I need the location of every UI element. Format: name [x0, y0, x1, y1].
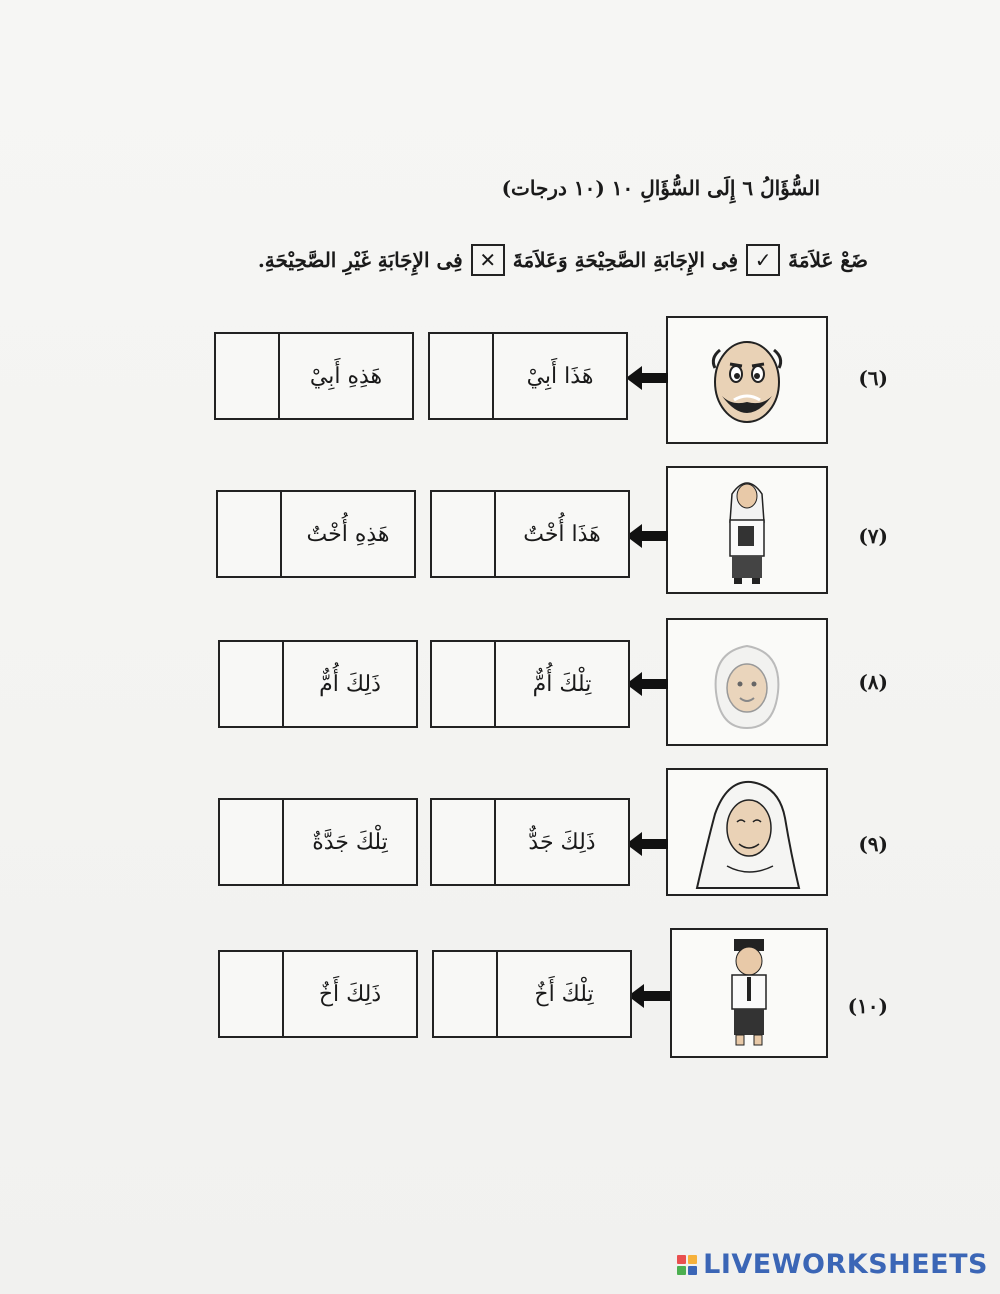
answer-check-cell[interactable]	[220, 800, 284, 884]
arrow-left-icon	[626, 672, 668, 696]
mother-picture	[666, 618, 828, 746]
grandfather-picture	[666, 316, 828, 444]
question-row-8	[0, 618, 1000, 748]
answer-text: ذَلِكَ أَخٌ	[318, 981, 382, 1007]
arrow-left-icon	[628, 984, 670, 1008]
boy-in-uniform-icon	[714, 935, 784, 1051]
answer-option-a[interactable]	[432, 950, 632, 1038]
answer-check-cell[interactable]	[430, 334, 494, 418]
answer-option-b[interactable]	[216, 490, 416, 578]
answer-option-b[interactable]	[218, 950, 418, 1038]
cross-mark-icon: ✕	[471, 244, 505, 276]
answer-text: ذَلِكَ أُمٌّ	[319, 671, 381, 697]
answer-text: تِلْكَ جَدَّةٌ	[312, 829, 388, 855]
grandmother-picture	[666, 768, 828, 896]
check-mark-icon: ✓	[746, 244, 780, 276]
answer-text: تِلْكَ أَخٌ	[534, 981, 594, 1007]
answer-check-cell[interactable]	[220, 952, 284, 1036]
instruction-line	[258, 244, 868, 276]
instruction-part-2: فِى الإِجَابَةِ الصَّحِيْحَةِ وَعَلاَمَةَ	[512, 248, 739, 272]
instruction-part-1: ضَعْ عَلاَمَةَ	[788, 248, 868, 272]
answer-check-cell[interactable]	[432, 642, 496, 726]
answer-option-b[interactable]	[218, 640, 418, 728]
boy-picture	[670, 928, 828, 1058]
liveworksheets-logo-icon	[677, 1255, 697, 1275]
answer-check-cell[interactable]	[432, 800, 496, 884]
answer-option-a[interactable]	[430, 798, 630, 886]
question-number: (١٠)	[847, 994, 888, 1018]
answer-check-cell[interactable]	[216, 334, 280, 418]
answer-text: هَذِهِ أَبِيْ	[309, 363, 383, 389]
answer-text: هَذِهِ أُخْتٌ	[306, 521, 390, 547]
answer-text: هَذَا أَبِيْ	[526, 363, 594, 389]
answer-text: هَذَا أُخْتٌ	[523, 521, 601, 547]
answer-option-a[interactable]	[430, 490, 630, 578]
answer-option-a[interactable]	[430, 640, 630, 728]
instruction-part-3: فِى الإِجَابَةِ غَيْرِ الصَّحِيْحَةِ.	[257, 248, 463, 272]
grandfather-icon	[692, 330, 802, 430]
answer-check-cell[interactable]	[218, 492, 282, 576]
question-row-7	[0, 466, 1000, 596]
answer-check-cell[interactable]	[220, 642, 284, 726]
grandmother-icon	[687, 774, 807, 890]
arrow-left-icon	[626, 832, 668, 856]
question-heading: السُّؤَالُ ٦ إِلَى السُّؤَالِ ١٠ (١٠ درجات)	[501, 176, 820, 200]
girl-picture	[666, 466, 828, 594]
answer-text: ذَلِكَ جَدٌّ	[528, 829, 596, 855]
question-number: (٧)	[858, 524, 888, 548]
answer-check-cell[interactable]	[432, 492, 496, 576]
answer-option-a[interactable]	[428, 332, 628, 420]
question-row-9	[0, 768, 1000, 898]
brand-name: LIVEWORKSHEETS	[703, 1249, 988, 1280]
mother-icon	[702, 632, 792, 732]
answer-option-b[interactable]	[218, 798, 418, 886]
question-number: (٩)	[858, 832, 888, 856]
question-number: (٨)	[858, 670, 888, 694]
arrow-left-icon	[626, 366, 668, 390]
arrow-left-icon	[626, 524, 668, 548]
answer-text: تِلْكَ أُمٌّ	[532, 671, 592, 697]
question-number: (٦)	[858, 366, 888, 390]
girl-with-book-icon	[712, 472, 782, 588]
question-row-10	[0, 928, 1000, 1058]
liveworksheets-logo	[677, 1249, 988, 1280]
question-row-6	[0, 316, 1000, 446]
answer-option-b[interactable]	[214, 332, 414, 420]
answer-check-cell[interactable]	[434, 952, 498, 1036]
